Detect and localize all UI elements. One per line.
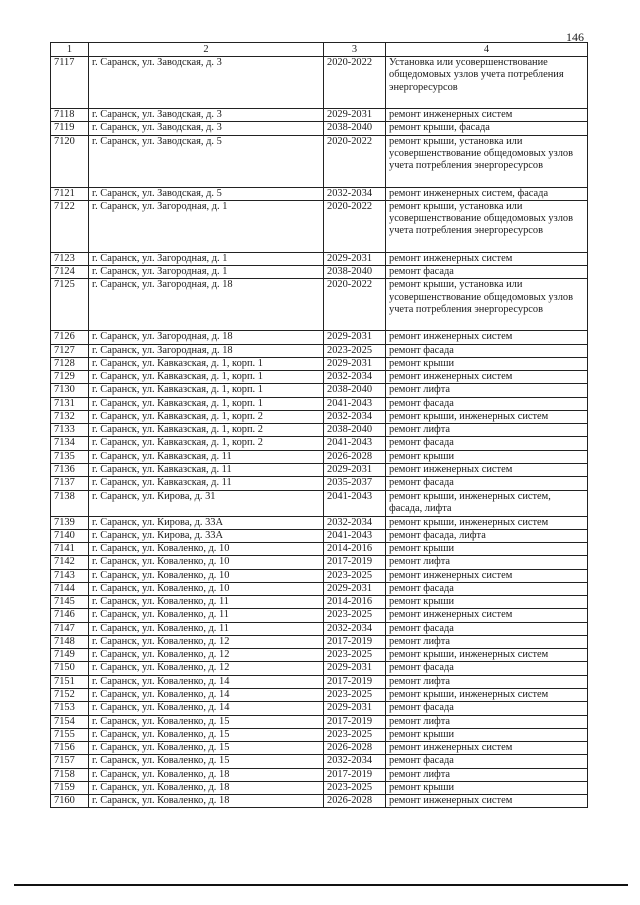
table-row [51,371,588,384]
row-number: 7124 [51,266,89,279]
row-number: 7121 [51,187,89,200]
address-cell: г. Саранск, ул. Коваленко, д. 18 [89,795,324,808]
row-number: 7149 [51,649,89,662]
period-cell: 2023-2025 [324,781,386,794]
period-cell: 2038-2040 [324,122,386,135]
table-row [51,596,588,609]
row-number: 7146 [51,609,89,622]
period-cell: 2041-2043 [324,529,386,542]
work-type-cell: ремонт фасада [386,662,588,675]
row-number: 7133 [51,424,89,437]
period-cell: 2032-2034 [324,410,386,423]
period-cell: 2017-2019 [324,556,386,569]
row-number: 7151 [51,675,89,688]
address-cell: г. Саранск, ул. Заводская, д. 3 [89,122,324,135]
address-cell: г. Саранск, ул. Кавказская, д. 11 [89,463,324,476]
period-cell: 2029-2031 [324,662,386,675]
work-type-cell: ремонт крыши, фасада [386,122,588,135]
row-number: 7117 [51,57,89,109]
address-cell: г. Саранск, ул. Коваленко, д. 11 [89,622,324,635]
period-cell: 2041-2043 [324,490,386,516]
work-type-cell: ремонт фасада [386,477,588,490]
table-row [51,490,588,516]
work-type-cell: ремонт лифта [386,768,588,781]
work-type-cell: ремонт крыши, инженерных систем [386,688,588,701]
row-number: 7126 [51,331,89,344]
row-number: 7156 [51,742,89,755]
address-cell: г. Саранск, ул. Коваленко, д. 18 [89,781,324,794]
period-cell: 2038-2040 [324,424,386,437]
period-cell: 2032-2034 [324,755,386,768]
work-type-cell: ремонт инженерных систем, фасада [386,187,588,200]
work-type-cell: ремонт инженерных систем [386,609,588,622]
period-cell: 2017-2019 [324,675,386,688]
row-number: 7143 [51,569,89,582]
row-number: 7120 [51,135,89,187]
address-cell: г. Саранск, ул. Заводская, д. 5 [89,187,324,200]
address-cell: г. Саранск, ул. Кавказская, д. 1, корп. 1 [89,384,324,397]
page-number: 146 [566,30,584,44]
address-cell: г. Саранск, ул. Кавказская, д. 1, корп. 2 [89,437,324,450]
table-row [51,582,588,595]
work-type-cell: ремонт крыши [386,728,588,741]
work-type-cell: ремонт фасада [386,702,588,715]
table-row [51,57,588,109]
work-type-cell: ремонт инженерных систем [386,463,588,476]
table-row [51,344,588,357]
address-cell: г. Саранск, ул. Кавказская, д. 11 [89,450,324,463]
table-row [51,556,588,569]
table-row [51,675,588,688]
address-cell: г. Саранск, ул. Коваленко, д. 10 [89,582,324,595]
address-cell: г. Саранск, ул. Коваленко, д. 10 [89,556,324,569]
address-cell: г. Саранск, ул. Коваленко, д. 10 [89,543,324,556]
work-type-cell: ремонт крыши, установка или усовершенствование общедомовых узлов учета потребления энергоресурсов [386,279,588,331]
period-cell: 2029-2031 [324,331,386,344]
period-cell: 2032-2034 [324,622,386,635]
header-row [51,43,588,57]
address-cell: г. Саранск, ул. Загородная, д. 18 [89,344,324,357]
period-cell: 2023-2025 [324,649,386,662]
work-type-cell: ремонт фасада [386,397,588,410]
table-row [51,122,588,135]
period-cell: 2032-2034 [324,371,386,384]
work-type-cell: ремонт инженерных систем [386,742,588,755]
work-type-cell: ремонт лифта [386,675,588,688]
work-type-cell: ремонт фасада [386,582,588,595]
address-cell: г. Саранск, ул. Заводская, д. 5 [89,135,324,187]
address-cell: г. Саранск, ул. Коваленко, д. 18 [89,768,324,781]
work-type-cell: ремонт крыши, установка или усовершенствование общедомовых узлов учета потребления энергоресурсов [386,200,588,252]
table-row [51,755,588,768]
table-row [51,397,588,410]
period-cell: 2017-2019 [324,635,386,648]
row-number: 7144 [51,582,89,595]
period-cell: 2029-2031 [324,582,386,595]
work-type-cell: ремонт фасада, лифта [386,529,588,542]
address-cell: г. Саранск, ул. Коваленко, д. 14 [89,688,324,701]
period-cell: 2041-2043 [324,397,386,410]
work-type-cell: ремонт крыши [386,596,588,609]
address-cell: г. Саранск, ул. Кирова, д. 31 [89,490,324,516]
row-number: 7130 [51,384,89,397]
row-number: 7160 [51,795,89,808]
period-cell: 2023-2025 [324,688,386,701]
row-number: 7132 [51,410,89,423]
row-number: 7122 [51,200,89,252]
work-type-cell: ремонт инженерных систем [386,252,588,265]
table-row [51,266,588,279]
table-row [51,424,588,437]
work-type-cell: ремонт крыши, инженерных систем [386,516,588,529]
address-cell: г. Саранск, ул. Коваленко, д. 12 [89,649,324,662]
table-row [51,516,588,529]
row-number: 7134 [51,437,89,450]
period-cell: 2038-2040 [324,384,386,397]
period-cell: 2029-2031 [324,252,386,265]
address-cell: г. Саранск, ул. Заводская, д. 3 [89,57,324,109]
address-cell: г. Саранск, ул. Коваленко, д. 12 [89,662,324,675]
period-cell: 2023-2025 [324,609,386,622]
period-cell: 2026-2028 [324,742,386,755]
table-row [51,529,588,542]
address-cell: г. Саранск, ул. Кирова, д. 33А [89,516,324,529]
row-number: 7148 [51,635,89,648]
address-cell: г. Саранск, ул. Коваленко, д. 11 [89,596,324,609]
work-type-cell: ремонт инженерных систем [386,795,588,808]
work-type-cell: ремонт крыши [386,543,588,556]
row-number: 7145 [51,596,89,609]
row-number: 7136 [51,463,89,476]
work-type-cell: ремонт инженерных систем [386,331,588,344]
address-cell: г. Саранск, ул. Кавказская, д. 1, корп. 1 [89,357,324,370]
row-number: 7159 [51,781,89,794]
table-row [51,543,588,556]
address-cell: г. Саранск, ул. Коваленко, д. 10 [89,569,324,582]
table-row [51,649,588,662]
address-cell: г. Саранск, ул. Коваленко, д. 15 [89,715,324,728]
row-number: 7152 [51,688,89,701]
row-number: 7135 [51,450,89,463]
address-cell: г. Саранск, ул. Коваленко, д. 11 [89,609,324,622]
row-number: 7154 [51,715,89,728]
row-number: 7123 [51,252,89,265]
address-cell: г. Саранск, ул. Заводская, д. 3 [89,109,324,122]
address-cell: г. Саранск, ул. Коваленко, д. 14 [89,675,324,688]
table-row [51,109,588,122]
table-row [51,768,588,781]
work-type-cell: ремонт фасада [386,344,588,357]
period-cell: 2029-2031 [324,357,386,370]
table-row [51,662,588,675]
work-type-cell: ремонт фасада [386,437,588,450]
table-row [51,728,588,741]
period-cell: 2020-2022 [324,279,386,331]
table-row [51,781,588,794]
table-row [51,279,588,331]
work-type-cell: ремонт фасада [386,755,588,768]
period-cell: 2041-2043 [324,437,386,450]
address-cell: г. Саранск, ул. Кавказская, д. 1, корп. 1 [89,371,324,384]
address-cell: г. Саранск, ул. Загородная, д. 1 [89,266,324,279]
column-header-work: 4 [386,43,588,57]
work-type-cell: ремонт крыши, установка или усовершенствование общедомовых узлов учета потребления энергоресурсов [386,135,588,187]
period-cell: 2023-2025 [324,344,386,357]
table-row [51,410,588,423]
table-row [51,357,588,370]
work-type-cell: ремонт инженерных систем [386,371,588,384]
row-number: 7153 [51,702,89,715]
table-body [51,57,588,808]
table-row [51,331,588,344]
period-cell: 2020-2022 [324,135,386,187]
row-number: 7119 [51,122,89,135]
table-row [51,187,588,200]
table-row [51,252,588,265]
row-number: 7138 [51,490,89,516]
row-number: 7158 [51,768,89,781]
table-row [51,622,588,635]
address-cell: г. Саранск, ул. Загородная, д. 18 [89,331,324,344]
address-cell: г. Саранск, ул. Кавказская, д. 1, корп. 1 [89,397,324,410]
address-cell: г. Саранск, ул. Кавказская, д. 11 [89,477,324,490]
table-row [51,715,588,728]
work-type-cell: ремонт инженерных систем [386,569,588,582]
row-number: 7125 [51,279,89,331]
address-cell: г. Саранск, ул. Кавказская, д. 1, корп. 2 [89,424,324,437]
work-type-cell: ремонт инженерных систем [386,109,588,122]
work-type-cell: ремонт крыши [386,357,588,370]
address-cell: г. Саранск, ул. Коваленко, д. 15 [89,755,324,768]
work-type-cell: ремонт фасада [386,622,588,635]
period-cell: 2017-2019 [324,715,386,728]
work-type-cell: Установка или усовершенствование общедомовых узлов учета потребления энергоресурсов [386,57,588,109]
address-cell: г. Саранск, ул. Кирова, д. 33А [89,529,324,542]
period-cell: 2038-2040 [324,266,386,279]
row-number: 7140 [51,529,89,542]
table-row [51,795,588,808]
work-type-cell: ремонт лифта [386,384,588,397]
table-row [51,200,588,252]
period-cell: 2017-2019 [324,768,386,781]
period-cell: 2023-2025 [324,569,386,582]
table-row [51,384,588,397]
row-number: 7118 [51,109,89,122]
work-type-cell: ремонт крыши [386,781,588,794]
work-type-cell: ремонт крыши, инженерных систем, фасада, лифта [386,490,588,516]
table-row [51,450,588,463]
table-row [51,437,588,450]
work-type-cell: ремонт крыши [386,450,588,463]
work-type-cell: ремонт лифта [386,424,588,437]
period-cell: 2029-2031 [324,109,386,122]
work-type-cell: ремонт лифта [386,556,588,569]
row-number: 7129 [51,371,89,384]
row-number: 7150 [51,662,89,675]
address-cell: г. Саранск, ул. Кавказская, д. 1, корп. 2 [89,410,324,423]
period-cell: 2014-2016 [324,543,386,556]
table-row [51,477,588,490]
period-cell: 2020-2022 [324,57,386,109]
address-cell: г. Саранск, ул. Загородная, д. 1 [89,252,324,265]
work-type-cell: ремонт крыши, инженерных систем [386,649,588,662]
column-header-period: 3 [324,43,386,57]
row-number: 7155 [51,728,89,741]
period-cell: 2023-2025 [324,728,386,741]
period-cell: 2032-2034 [324,187,386,200]
work-type-cell: ремонт лифта [386,715,588,728]
row-number: 7128 [51,357,89,370]
work-type-cell: ремонт лифта [386,635,588,648]
address-cell: г. Саранск, ул. Коваленко, д. 15 [89,728,324,741]
period-cell: 2032-2034 [324,516,386,529]
work-type-cell: ремонт фасада [386,266,588,279]
table-row [51,688,588,701]
row-number: 7157 [51,755,89,768]
row-number: 7131 [51,397,89,410]
period-cell: 2029-2031 [324,463,386,476]
period-cell: 2026-2028 [324,795,386,808]
address-cell: г. Саранск, ул. Коваленко, д. 15 [89,742,324,755]
address-cell: г. Саранск, ул. Загородная, д. 18 [89,279,324,331]
table-row [51,742,588,755]
table-row [51,635,588,648]
bottom-rule [14,884,628,886]
table-row [51,702,588,715]
period-cell: 2035-2037 [324,477,386,490]
table-row [51,135,588,187]
address-cell: г. Саранск, ул. Коваленко, д. 14 [89,702,324,715]
period-cell: 2029-2031 [324,702,386,715]
row-number: 7137 [51,477,89,490]
address-cell: г. Саранск, ул. Загородная, д. 1 [89,200,324,252]
row-number: 7139 [51,516,89,529]
address-cell: г. Саранск, ул. Коваленко, д. 12 [89,635,324,648]
table-row [51,569,588,582]
table-row [51,609,588,622]
period-cell: 2020-2022 [324,200,386,252]
repair-schedule-table [50,42,588,808]
row-number: 7141 [51,543,89,556]
row-number: 7142 [51,556,89,569]
table-row [51,463,588,476]
row-number: 7147 [51,622,89,635]
period-cell: 2026-2028 [324,450,386,463]
work-type-cell: ремонт крыши, инженерных систем [386,410,588,423]
row-number: 7127 [51,344,89,357]
period-cell: 2014-2016 [324,596,386,609]
column-header-number: 1 [51,43,89,57]
column-header-address: 2 [89,43,324,57]
